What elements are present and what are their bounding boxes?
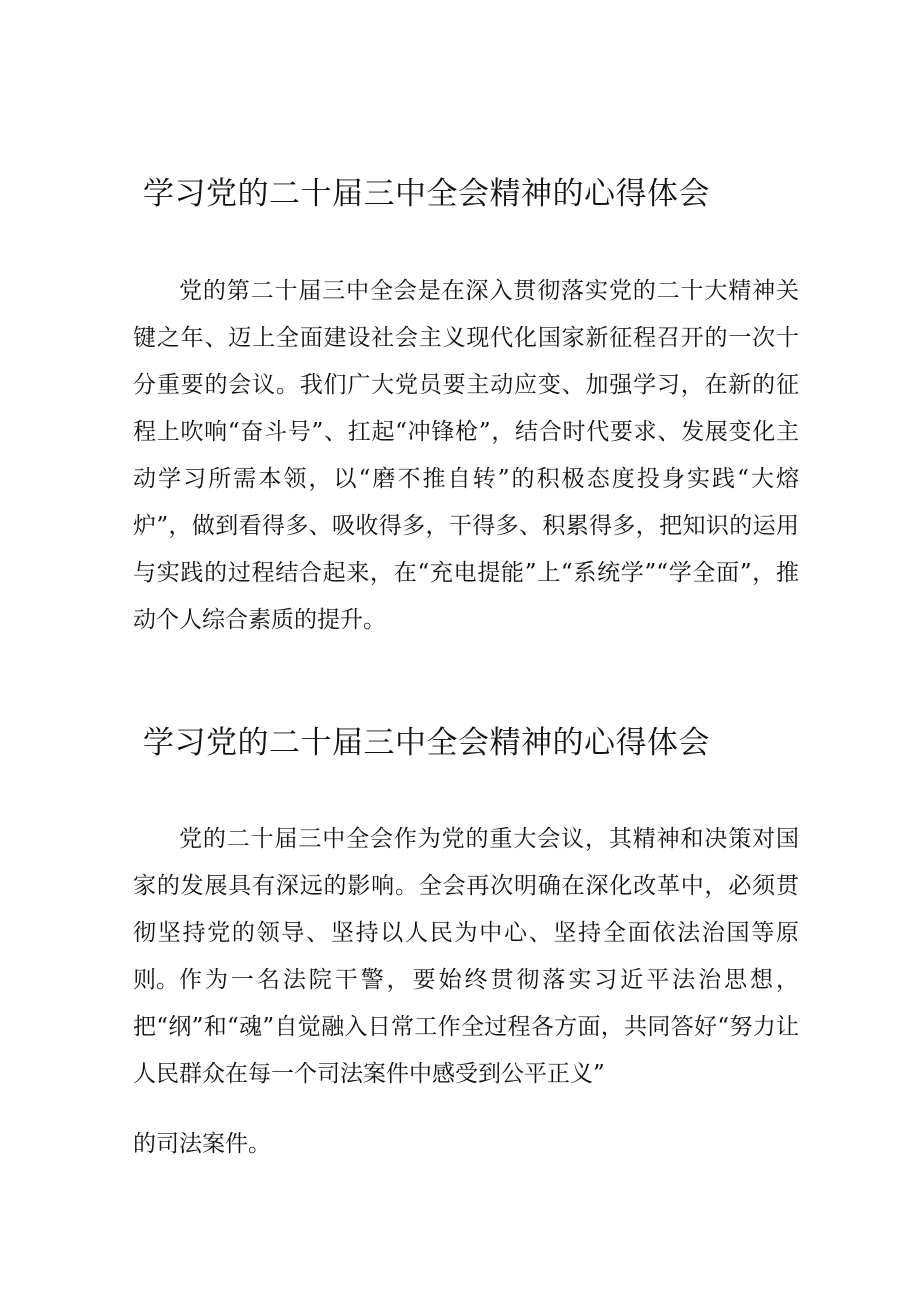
section-2-paragraph-1: 党的二十届三中全会作为党的重大会议，其精神和决策对国家的发展具有深远的影响。全会再次明确在深化改革中，必须贯彻坚持党的领导、坚持以人民为中心、坚持全面依法治国等原则。 [133, 826, 799, 993]
section-1-title: 学习党的二十届三中全会精神的心得体会 [143, 176, 710, 212]
section-1-paragraph-1: 党的第二十届三中全会是在深入贯彻落实党的二十大精神关键之年、迈上全面建设社会主义现代化国家新征程召开的一次十分重要的会议。我们广大党员要主动应变、加强学习，在新的征程上吹响“奋斗号”、扛起“冲锋枪”，结合时代要求、发展变化主动学习所需本领，以“磨不推自转”的积极态度投身实践“大熔炉”，做到看得多、吸收得多，干得多、积累得多，把知识的运用与实践的过程结合起来，在“充电提能”上“系统学”“学全面”，推动个人综合素质的提升。 [133, 278, 799, 633]
section-2-paragraph-3: 的司法案件。 [133, 1131, 271, 1157]
section-2-paragraph-2: 作为一名法院干警，要始终贯彻落实习近平法治思想，把“纲”和“魂”自觉融入日常工作全过程各方面，共同答好“努力让人民群众在每一个司法案件中感受到公平正义” [133, 967, 799, 1087]
section-2-title: 学习党的二十届三中全会精神的心得体会 [143, 725, 710, 761]
